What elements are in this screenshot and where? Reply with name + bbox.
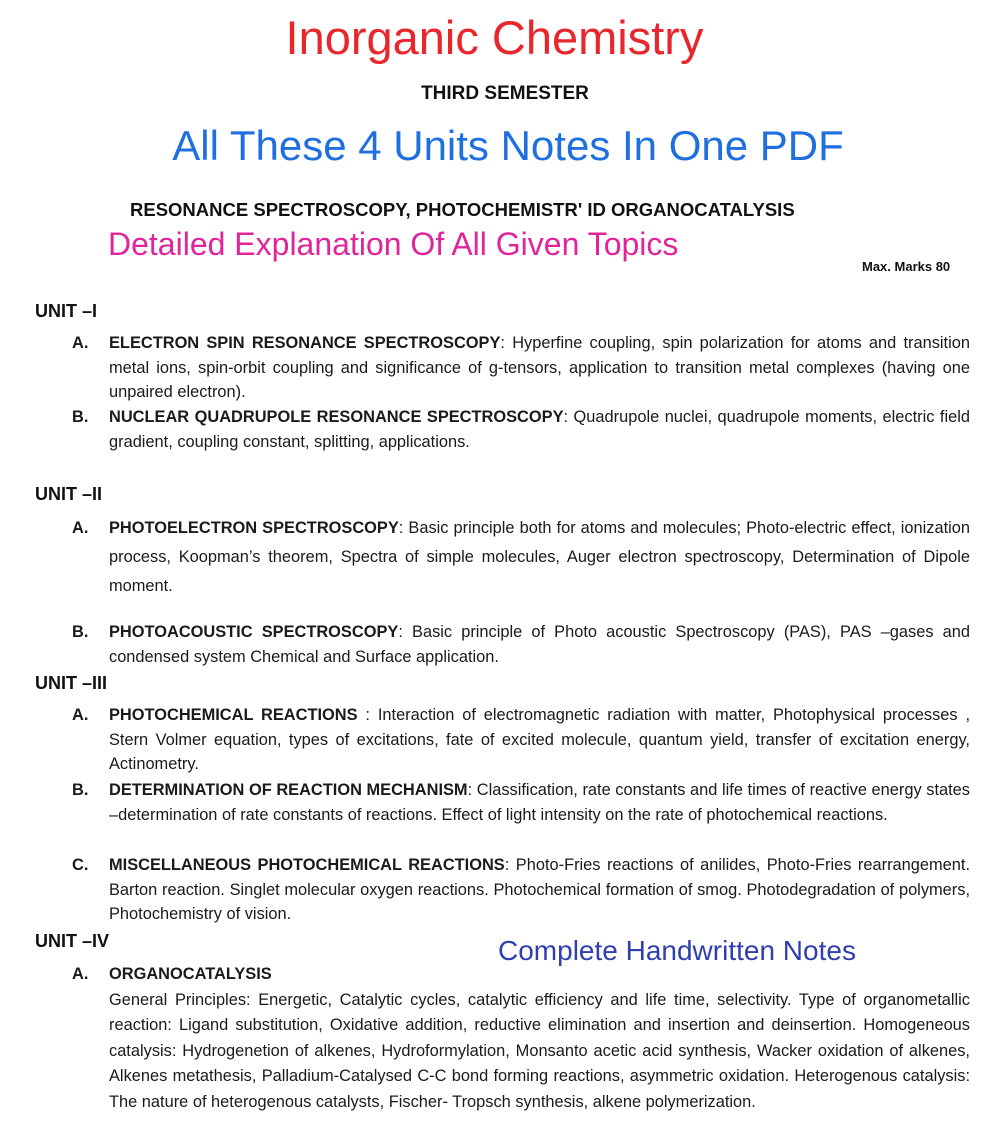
item-text: Quadrupole nuclei, quadrupole moments, electric field gradient, coupling constant, splitting, applications. <box>109 408 970 451</box>
item-letter: B. <box>72 781 89 799</box>
item-letter: B. <box>72 408 89 426</box>
unit-3-heading: UNIT –III <box>35 673 108 693</box>
item-separator: : <box>563 408 574 426</box>
item-heading: DETERMINATION OF REACTION MECHANISM <box>109 781 468 799</box>
unit-1-item-a <box>72 331 970 405</box>
item-text: Photo-Fries reactions of anilides, Photo-Fries rearrangement. Barton reaction. Singlet molecular oxygen reactions. Photochemical formation of smog. Photodegradation of polymers, Photochemistry of vision. <box>109 856 970 923</box>
page-title: Inorganic Chemistry <box>285 11 704 64</box>
item-letter: C. <box>72 856 89 874</box>
promo-all-units: All These 4 Units Notes In One PDF <box>172 122 844 169</box>
item-letter: A. <box>72 965 89 983</box>
unit-4-item-a <box>72 962 970 987</box>
item-letter: A. <box>72 519 89 537</box>
unit-1-heading: UNIT –I <box>35 301 98 321</box>
item-heading: ORGANOCATALYSIS <box>109 965 272 983</box>
unit-3-item-c <box>72 853 970 927</box>
semester-heading: THIRD SEMESTER <box>421 83 589 104</box>
promo-detailed: Detailed Explanation Of All Given Topics <box>108 226 679 262</box>
item-heading: PHOTOACOUSTIC SPECTROSCOPY <box>109 623 399 641</box>
item-separator: : <box>398 623 413 641</box>
promo-handwritten: Complete Handwritten Notes <box>498 935 856 966</box>
item-letter: A. <box>72 334 89 352</box>
item-letter: A. <box>72 706 89 724</box>
unit-2-heading: UNIT –II <box>35 484 103 504</box>
unit-1-item-b <box>72 405 970 454</box>
item-separator: : <box>357 706 378 724</box>
item-text: Basic principle of Photo acoustic Spectroscopy (PAS), PAS –gases and condensed system Chemical and Surface application. <box>109 623 971 666</box>
item-heading: PHOTOELECTRON SPECTROSCOPY <box>109 519 399 537</box>
item-letter: B. <box>72 623 89 641</box>
unit-4-paragraph: General Principles: Energetic, Catalytic cycles, catalytic efficiency and life time, selectivity. Type of organometallic reaction: Ligand substitution, Oxidative addition, reductive elimination and insertion and deinsertion. Homogeneous catalysis: Hydrogenetion of alkenes, Hydroformylation, Monsanto acetic acid synthesis, Wacker oxidation of alkenes, Alkenes metathesis, Palladium-Catalysed C-C bond forming reactions, asymmetric oxidation. Heterogenous catalysis: The nature of heterogenous catalysts, Fischer- Tropsch synthesis, alkene polymerization. <box>109 991 970 1111</box>
item-text: Classification, rate constants and life times of reactive energy states –determination of rate constants of reactions. Effect of light intensity on the rate of photochemical reactions. <box>109 781 970 824</box>
item-separator: : <box>504 856 516 874</box>
item-separator: : <box>500 334 513 352</box>
unit-2-item-b <box>72 620 970 669</box>
item-text: Basic principle both for atoms and molecules; Photo-electric effect, ionization process, Koopman’s theorem, Spectra of simple molecules, Auger electron spectroscopy, Determination of Dipole moment. <box>109 519 971 595</box>
unit-2-item-a <box>72 514 970 601</box>
item-text: Hyperfine coupling, spin polarization for atoms and transition metal ions, spin-orbit coupling and significance of g-tensors, application to transition metal complexes (having one unpaired electron). <box>109 334 970 401</box>
item-separator: : <box>467 781 477 799</box>
unit-3-item-b <box>72 778 970 827</box>
item-heading: PHOTOCHEMICAL REACTIONS <box>109 706 358 724</box>
max-marks: Max. Marks 80 <box>862 259 951 274</box>
item-heading: MISCELLANEOUS PHOTOCHEMICAL REACTIONS <box>109 856 505 874</box>
item-text: Interaction of electromagnetic radiation with matter, Photophysical processes , Stern Volmer equation, types of excitations, fate of excited molecule, quantum yield, transfer of excitation energy, Actinometry. <box>109 706 970 773</box>
subject-title: RESONANCE SPECTROSCOPY, PHOTOCHEMISTR' ID ORGANOCATALYSIS <box>130 199 795 220</box>
item-separator: : <box>398 519 409 537</box>
unit-3-item-a <box>72 703 970 777</box>
unit-4-heading: UNIT –IV <box>35 931 110 951</box>
item-heading: NUCLEAR QUADRUPOLE RESONANCE SPECTROSCOPY <box>109 408 564 426</box>
item-heading: ELECTRON SPIN RESONANCE SPECTROSCOPY <box>109 334 501 352</box>
